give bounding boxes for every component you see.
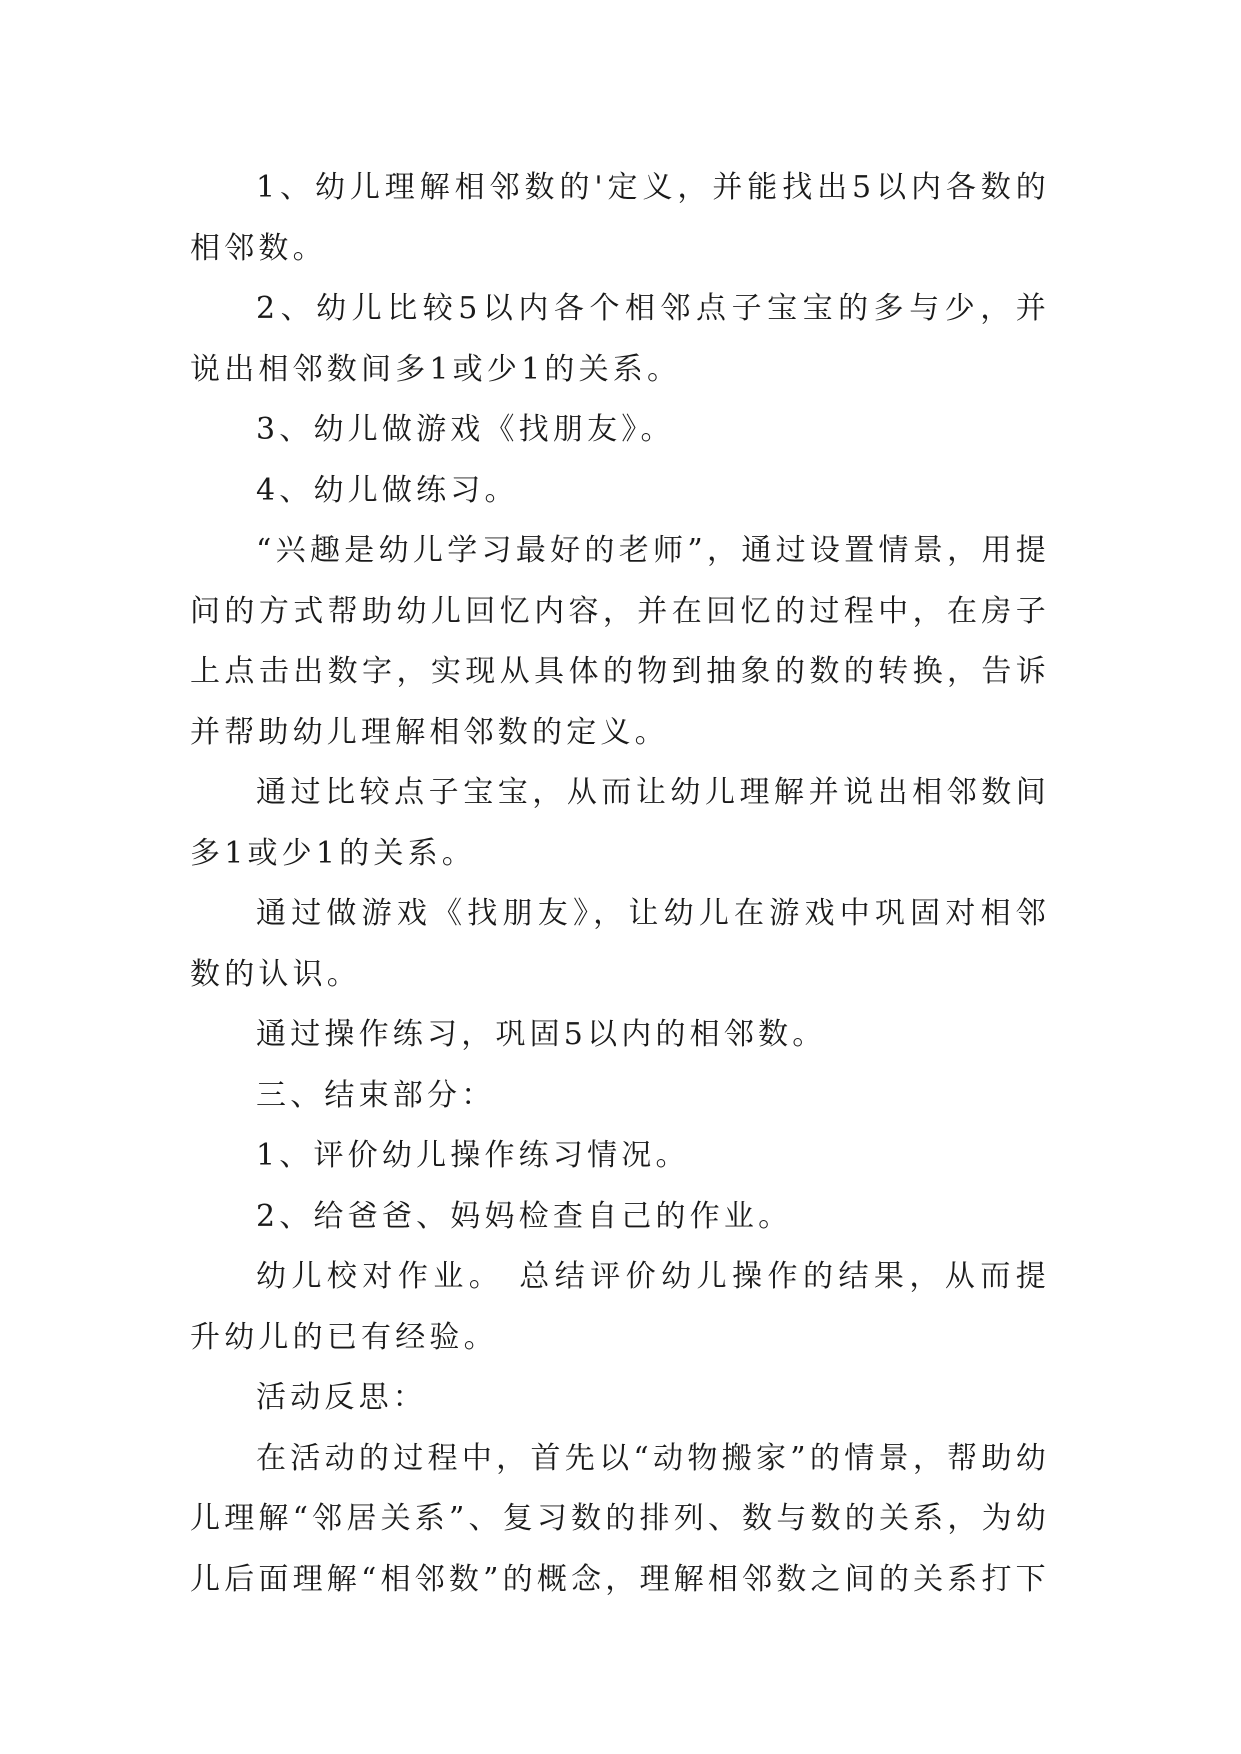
paragraph-end-1: 1、评价幼儿操作练习情况。 [256,1138,690,1173]
paragraph-goal-2: 2、幼儿比较5以内各个相邻点子宝宝的多与少，并说出相邻数间多1或少1的关系。 [190,291,1050,387]
paragraph-compare: 通过比较点子宝宝，从而让幼儿理解并说出相邻数间多1或少1的关系。 [190,775,1050,871]
document-body [190,158,1050,1610]
paragraph-goal-1: 1、幼儿理解相邻数的'定义，并能找出5以内各数的相邻数。 [190,170,1050,266]
paragraph-reflection: 在活动的过程中，首先以“动物搬家”的情景，帮助幼儿理解“邻居关系”、复习数的排列、数与数的关系，为幼儿后面理解“相邻数”的概念，理解相邻数之间的关系打下 [190,1440,1050,1597]
paragraph-end-2: 2、给爸爸、妈妈检查自己的作业。 [256,1198,793,1234]
paragraph-goal-4: 4、幼儿做练习。 [256,472,519,508]
paragraph-game: 通过做游戏《找朋友》，让幼儿在游戏中巩固对相邻数的认识。 [190,896,1050,992]
paragraph-practice: 通过操作练习，巩固5以内的相邻数。 [256,1017,827,1052]
paragraph-interest: “兴趣是幼儿学习最好的老师”，通过设置情景，用提问的方式帮助幼儿回忆内容，并在回忆的过程中，在房子上点击出数字，实现从具体的物到抽象的数的转换，告诉并帮助幼儿理解相邻数的定义。 [190,533,1050,750]
paragraph-check: 幼儿校对作业。 总结评价幼儿操作的结果，从而提升幼儿的已有经验。 [190,1259,1050,1355]
paragraph-goal-3: 3、幼儿做游戏《找朋友》。 [256,412,675,447]
section-heading-reflection: 活动反思： [256,1380,427,1415]
section-heading-end: 三、结束部分： [256,1077,496,1113]
